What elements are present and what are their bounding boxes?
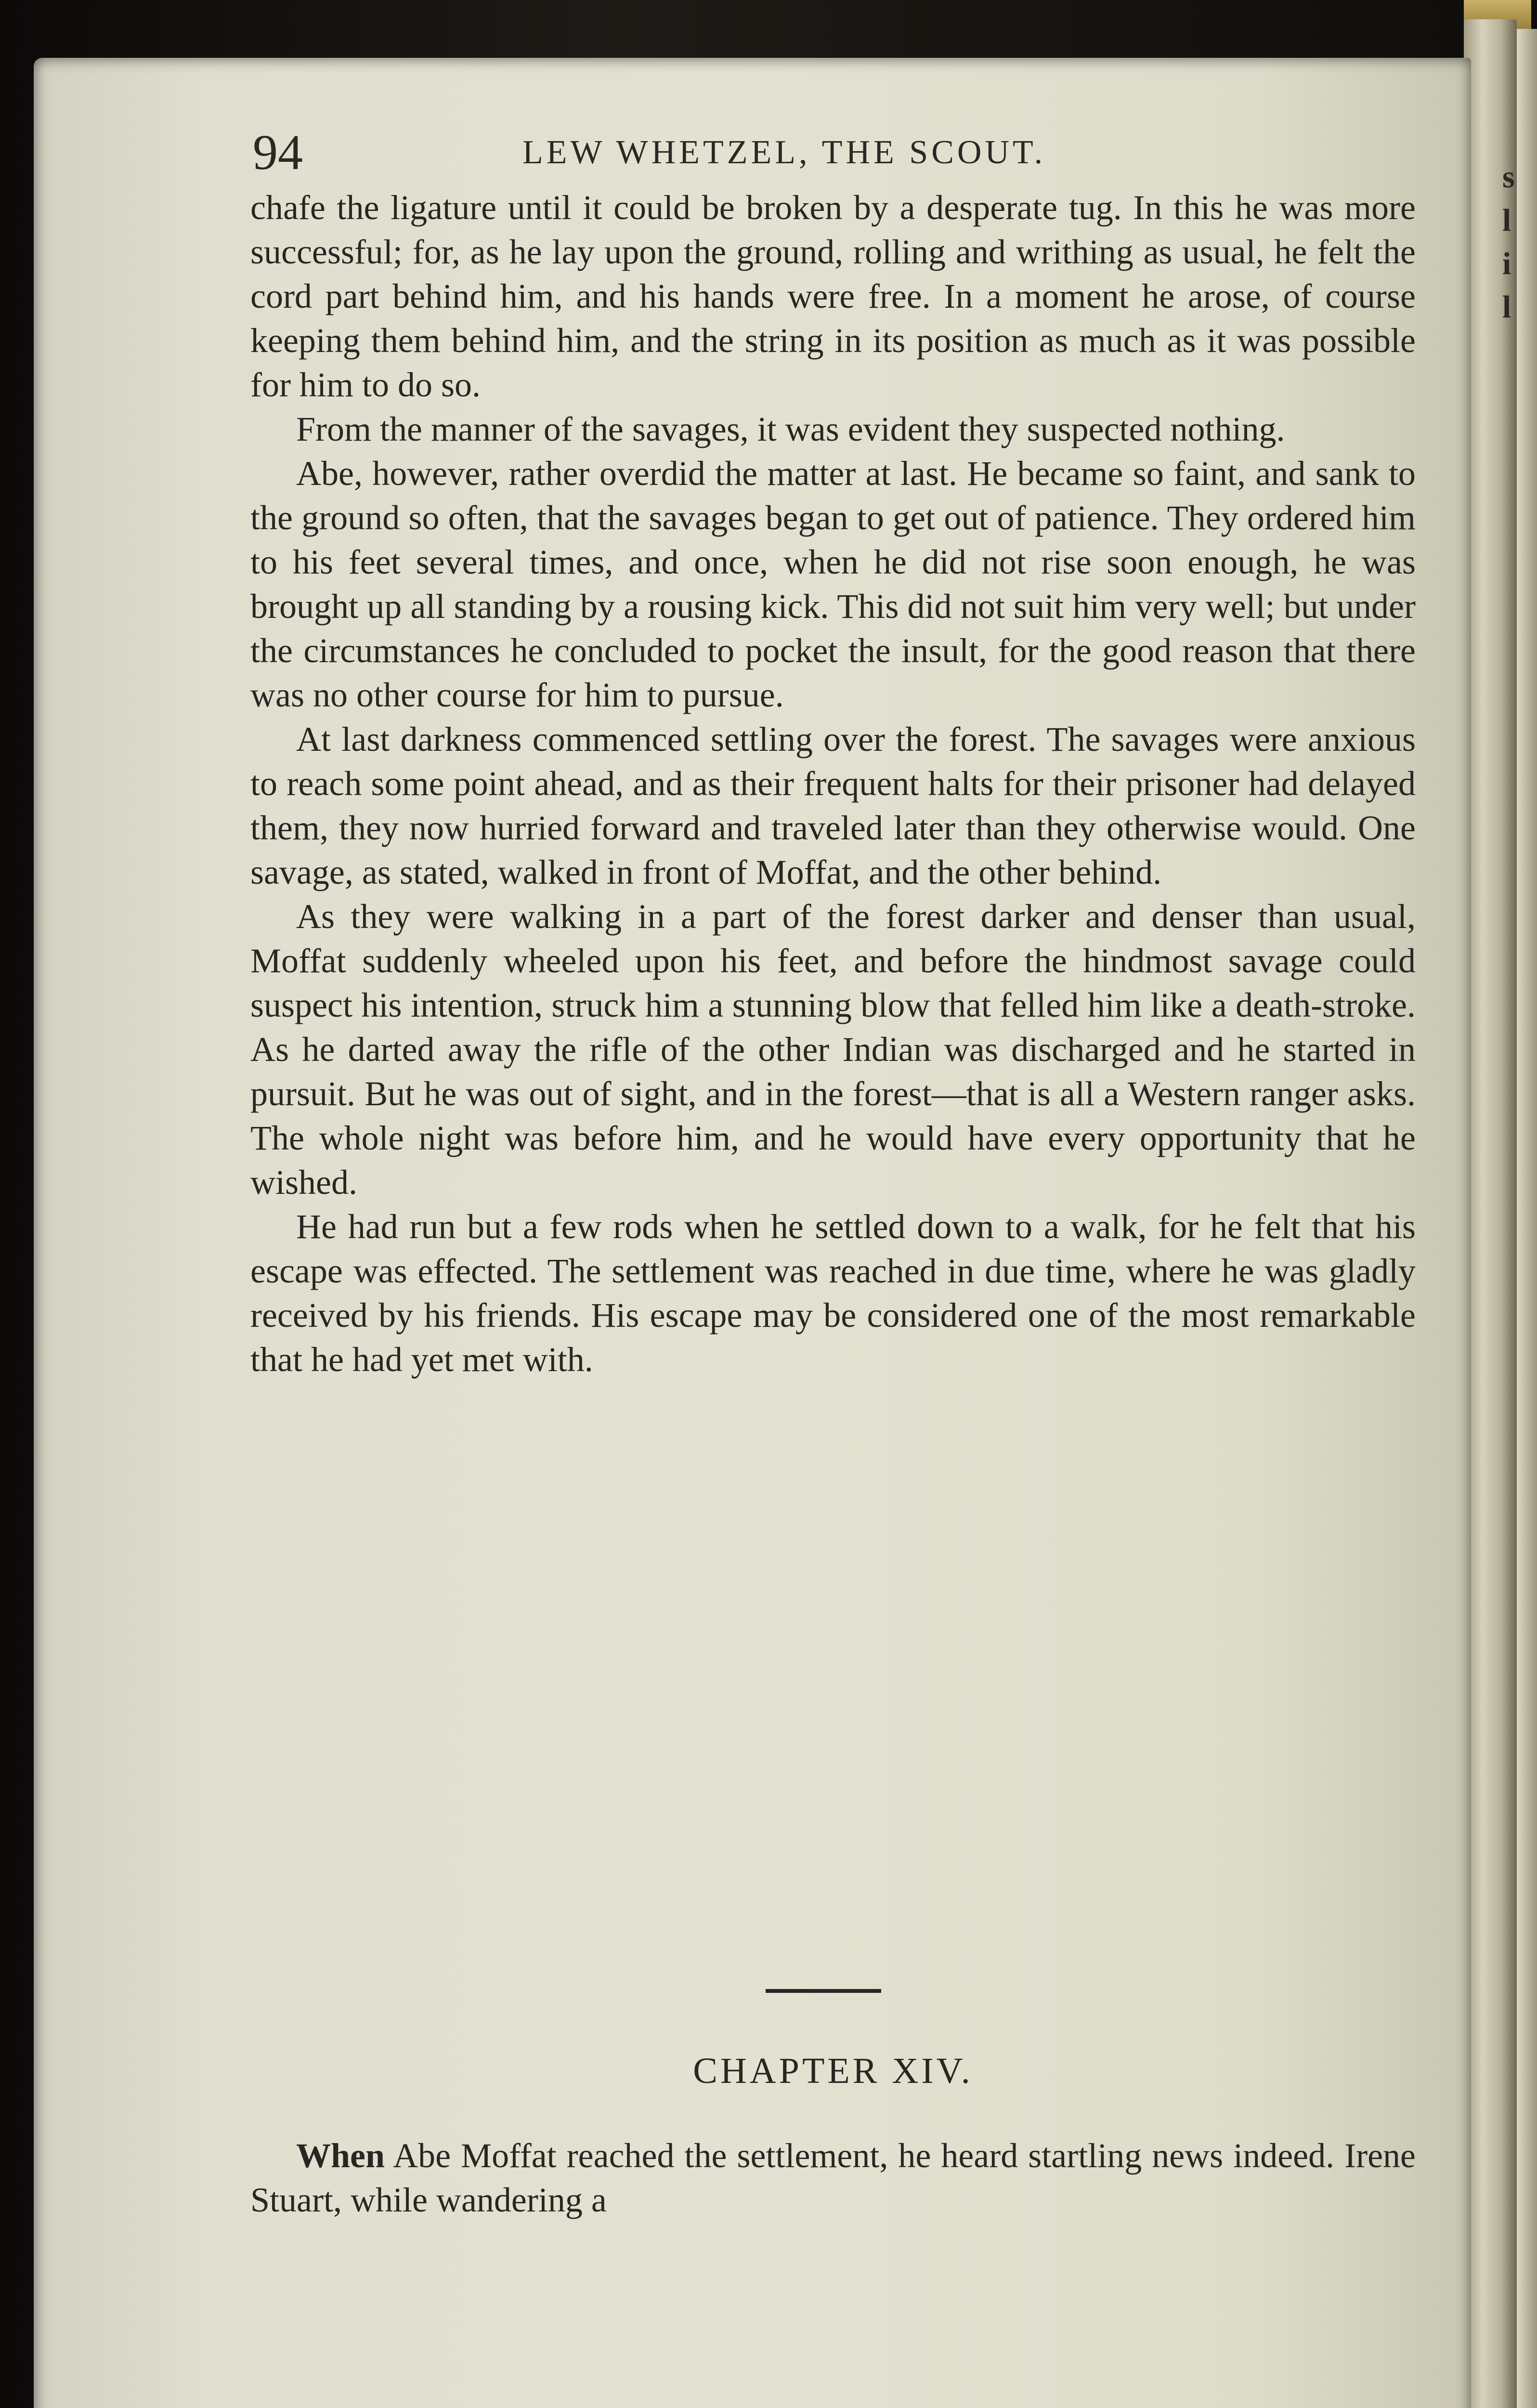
facing-page-fragment: l [1502,203,1511,238]
body-text [250,185,1416,1382]
facing-page-fragment: s [1502,159,1515,195]
paragraph: From the manner of the savages, it was evident they suspected nothing. [296,410,1285,448]
paragraph: He had run but a few rods when he settled down to a walk, for he felt that his escape was effected. The settlement was reached in due time, where he was gladly received by his friends. His escape may be considered one of the most remarkable that he had yet met with. [250,1207,1416,1379]
paragraph: At last darkness commenced settling over the forest. The savages were anxious to reach some point ahead, and as their frequent halts for their prisoner had delayed them, they now hurried forward and traveled later than they otherwise would. One savage, as stated, walked in front of Moffat, and the other behind. [250,720,1416,891]
paragraph: As they were walking in a part of the forest darker and denser than usual, Moffat suddenly wheeled upon his feet, and before the hindmost savage could suspect his intention, struck him a stunning blow that felled him like a death-stroke. As he darted away the rifle of the other Indian was discharged and he started in pursuit. But he was out of sight, and in the forest—that is all a Western ranger asks. The whole night was before him, and he would have every opportunity that he wished. [250,897,1416,1202]
section-divider [766,1989,881,1993]
paragraph: Abe, however, rather overdid the matter at last. He became so faint, and sank to the ground so often, that the savages began to get out of patience. They ordered him to his feet several times, and once, when he did not rise soon enough, he was brought up all standing by a rousing kick. This did not suit him very well; but under the circumstances he concluded to pocket the insult, for the good reason that there was no other course for him to pursue. [250,454,1416,714]
running-title: LEW WHETZEL, THE SCOUT. [522,134,1046,171]
chapter-opening [250,2133,1416,2222]
chapter-opening-paragraph [250,2133,1416,2222]
facing-page-fragment: i [1502,246,1511,281]
paragraph: chafe the ligature until it could be broken by a desperate tug. In this he was more successful; for, as he lay upon the ground, rolling and writhing as usual, he felt the cord part behind him, and his hands were free. In a moment he arose, of course keeping them behind him, and the string in its position as much as it was possible for him to do so. [250,188,1416,404]
page-number: 94 [253,125,303,180]
chapter-lead-words: When [296,2136,385,2175]
running-head [253,126,1418,179]
book-gutter [1464,19,1517,2408]
chapter-heading: CHAPTER XIV. [693,2051,973,2091]
facing-page-fragment: l [1502,289,1511,325]
chapter-opening-text: Abe Moffat reached the settlement, he heard startling news indeed. Irene Stuart, while wandering a [250,2136,1416,2219]
